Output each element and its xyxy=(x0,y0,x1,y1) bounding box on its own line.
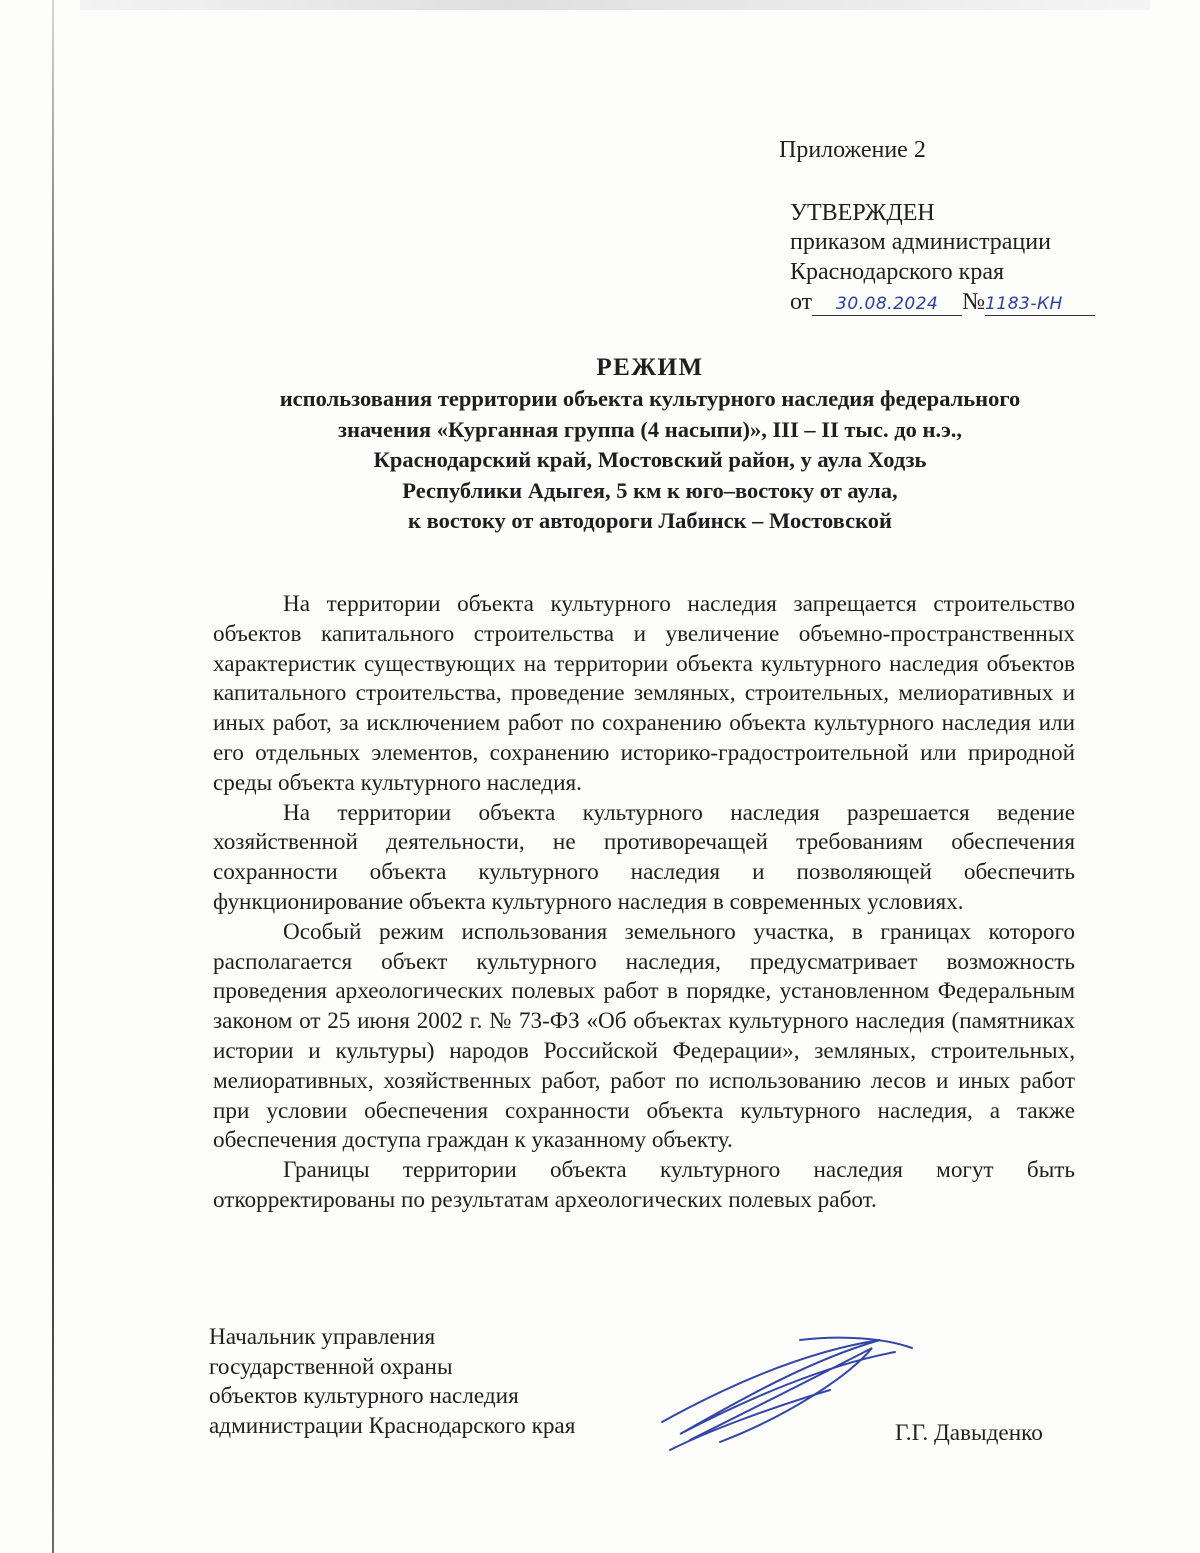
title-main: РЕЖИМ xyxy=(596,354,704,381)
position-line: Начальник управления xyxy=(209,1324,436,1350)
handwritten-signature xyxy=(650,1330,920,1460)
position-line: объектов культурного наследия xyxy=(209,1383,519,1409)
approved-label: УТВЕРЖДЕН xyxy=(790,200,935,226)
annex-label: Приложение 2 xyxy=(779,137,926,163)
title-line: значения «Курганная группа (4 насыпи)», III – II тыс. до н.э., xyxy=(337,416,963,442)
document-title xyxy=(150,352,1150,537)
title-line: использования территории объекта культурного наследия федерального xyxy=(279,386,1021,411)
approval-date-number xyxy=(790,287,1095,317)
number-prefix: № xyxy=(962,289,986,315)
scan-edge-left xyxy=(52,0,54,1553)
signatory-position xyxy=(209,1323,575,1441)
title-line: к востоку от автодороги Лабинск – Мостовской xyxy=(408,508,892,533)
position-line: государственной охраны xyxy=(209,1353,453,1380)
handwritten-date: 30.08.2024 xyxy=(812,293,962,316)
document-body xyxy=(213,590,1075,1216)
title-line: Краснодарский край, Мостовский район, у аула Ходзь xyxy=(373,447,927,472)
signatory-name: Г.Г. Давыденко xyxy=(895,1420,1043,1446)
paragraph-special-regime: Особый режим использования земельного участка, в границах которого располагается объект культурного наследия, предусматривает возможность проведения археологических полевых работ в порядке, установленном Федеральным законом от 25 июня 2002 г. № 73-ФЗ «Об объектах культурного наследия (памятниках истории и культуры) народов Российской Федерации», земляных, строительных, мелиоративных, хозяйственных работ, работ по использованию лесов и иных работ при условии обеспечения сохранности объекта культурного наследия, а также обеспечения доступа граждан к указанному объекту. xyxy=(213,918,1075,1154)
approval-line-region: Краснодарского края xyxy=(790,259,1005,285)
paragraph-permissions: На территории объекта культурного наследия разрешается ведение хозяйственной деятельности, не противоречащей требованиям обеспечения сохранности объекта культурного наследия и позволяющей обеспечить функционирование объекта культурного наследия в современных условиях. xyxy=(213,799,1075,915)
title-line: Республики Адыгея, 5 км к юго–востоку от аула, xyxy=(402,477,898,503)
handwritten-number: 1183-КН xyxy=(985,293,1095,316)
paragraph-prohibitions: На территории объекта культурного наследия запрещается строительство объектов капитального строительства и увеличение объемно-пространственных характеристик существующих на территории объекта культурного наследия объектов капитального строительства, проведение земляных, строительных, мелиоративных и иных работ, за исключением работ по сохранению объекта культурного наследия или его отдельных элементов, сохранению историко-градостроительной или природной среды объекта культурного наследия. xyxy=(213,591,1075,796)
paragraph-boundaries: Границы территории объекта культурного наследия могут быть откорректированы по результатам археологических полевых работ. xyxy=(213,1157,1075,1213)
approval-line-order: приказом администрации xyxy=(790,229,1051,255)
position-line: администрации Краснодарского края xyxy=(209,1412,576,1439)
date-prefix: от xyxy=(790,289,813,315)
scan-edge-top xyxy=(80,0,1150,10)
